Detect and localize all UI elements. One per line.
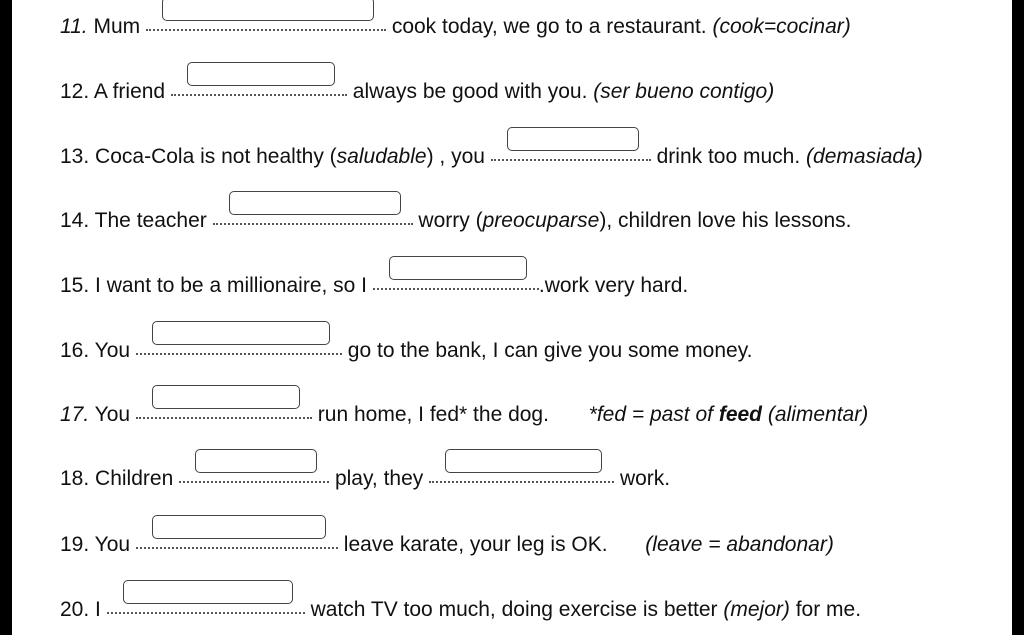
translation-hint: saludable [336, 145, 427, 168]
item-number: 11. [60, 15, 88, 38]
item-text: A friend [93, 80, 171, 103]
item-text: Mum [93, 15, 146, 38]
item-text: I [95, 598, 107, 621]
answer-blank[interactable] [146, 13, 386, 33]
translation-hint: (mejor) [723, 598, 790, 621]
exercise-item-14 [60, 204, 851, 238]
item-number: 13. [60, 145, 90, 168]
translation-hint: (cook=cocinar) [712, 15, 851, 38]
item-text: for me. [789, 598, 862, 621]
item-text: play, they [334, 467, 430, 490]
item-text: always be good with you. [352, 80, 588, 103]
answer-blank-2[interactable] [429, 465, 614, 485]
item-number: 14. [60, 209, 90, 232]
footnote-bold-word: feed [718, 403, 763, 426]
exercise-item-18 [60, 462, 670, 496]
exercise-item-15 [60, 269, 688, 303]
item-number: 17. [60, 403, 90, 426]
item-number: 20. [60, 598, 90, 621]
item-text: cook today, we go to a restaurant. [391, 15, 707, 38]
exercise-item-17 [60, 398, 868, 432]
item-text: The teacher [94, 209, 213, 232]
worksheet-page [12, 0, 1012, 635]
exercise-item-20 [60, 593, 861, 627]
translation-hint: (demasiada) [806, 145, 923, 168]
item-text: I want to be a millionaire, so I [95, 274, 373, 297]
item-text: leave karate, your leg is OK. [343, 533, 608, 556]
answer-blank[interactable] [491, 143, 651, 163]
exercise-item-11 [60, 10, 851, 44]
item-number: 15. [60, 274, 90, 297]
item-number: 19. [60, 533, 90, 556]
item-text: Children [95, 467, 180, 490]
answer-blank[interactable] [136, 401, 312, 421]
exercise-item-13 [60, 140, 923, 174]
exercise-item-19 [60, 528, 834, 562]
item-text: run home, I fed* the dog. [317, 403, 549, 426]
answer-blank-1[interactable] [179, 465, 329, 485]
item-text: worry ( [418, 209, 483, 232]
answer-blank[interactable] [373, 272, 539, 292]
item-text: Coca-Cola is not healthy ( [95, 145, 337, 168]
item-text: You [94, 533, 136, 556]
answer-blank[interactable] [213, 207, 413, 227]
item-text: work. [619, 467, 671, 490]
item-number: 16. [60, 339, 90, 362]
item-text: ) , you [426, 145, 491, 168]
item-number: 12. [60, 80, 90, 103]
translation-hint: (leave = abandonar) [645, 533, 834, 556]
answer-blank[interactable] [136, 337, 342, 357]
item-text: You [94, 339, 136, 362]
exercise-item-12 [60, 75, 774, 109]
item-text: You [94, 403, 136, 426]
translation-hint: preocuparse [482, 209, 600, 232]
item-number: 18. [60, 467, 90, 490]
answer-blank[interactable] [171, 78, 347, 98]
item-text: go to the bank, I can give you some money. [347, 339, 753, 362]
item-text: .work very hard. [538, 274, 689, 297]
answer-blank[interactable] [136, 531, 338, 551]
translation-hint: (alimentar) [762, 403, 869, 426]
item-text: watch TV too much, doing exercise is better [310, 598, 724, 621]
item-text: drink too much. [656, 145, 801, 168]
item-text: ), children love his lessons. [599, 209, 852, 232]
footnote-text: *fed = past of [588, 403, 719, 426]
exercise-item-16 [60, 334, 752, 368]
answer-blank[interactable] [107, 596, 305, 616]
translation-hint: (ser bueno contigo) [593, 80, 775, 103]
